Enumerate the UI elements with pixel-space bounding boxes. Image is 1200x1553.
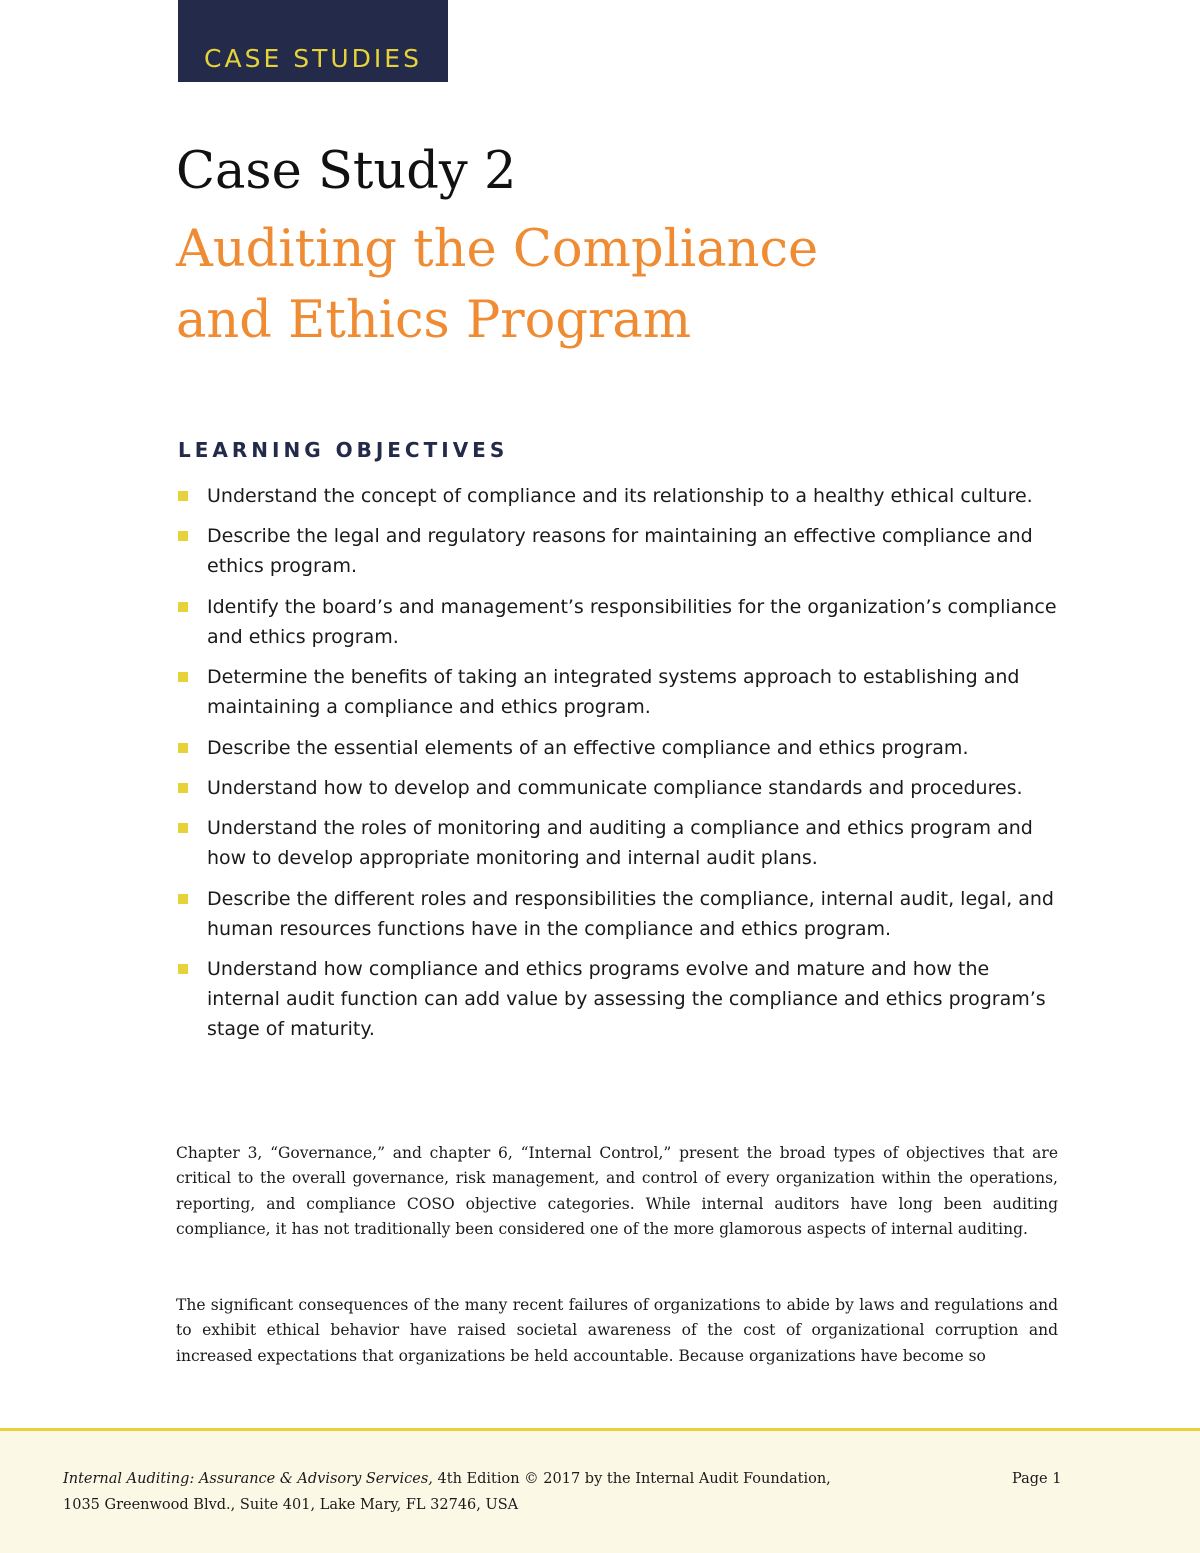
square-bullet-icon <box>178 672 188 682</box>
objective-text: Describe the essential elements of an effective compliance and ethics program. <box>207 736 969 759</box>
section-tab <box>178 0 448 82</box>
objective-text: Understand the roles of monitoring and auditing a compliance and ethics program and how to develop appropriate monitoring and internal audit plans. <box>207 817 1033 870</box>
footer-address: 1035 Greenwood Blvd., Suite 401, Lake Mary, FL 32746, USA <box>63 1497 519 1513</box>
body-paragraph-2: The significant consequences of the many recent failures of organizations to abide by laws and regulations and to exhibit ethical behavior have raised societal awareness of the cost of organizational corruption and increased expectations that organizations be held accountable. Because organizations have become so <box>176 1296 1058 1365</box>
objective-item <box>178 481 1058 511</box>
square-bullet-icon <box>178 602 188 612</box>
case-study-title-line2: and Ethics Program <box>176 291 692 350</box>
learning-objectives-heading: LEARNING OBJECTIVES <box>178 438 509 462</box>
objective-text: Understand how to develop and communicate compliance standards and procedures. <box>207 776 1023 799</box>
case-study-number: Case Study 2 <box>176 142 517 201</box>
objective-text: Understand how compliance and ethics programs evolve and mature and how the internal audit function can add value by assessing the compliance and ethics program’s stage of maturity. <box>207 958 1046 1041</box>
page-number: Page 1 <box>1012 1471 1062 1487</box>
objective-item <box>178 773 1058 803</box>
body-paragraph-1: Chapter 3, “Governance,” and chapter 6, “Internal Control,” present the broad types of objectives that are critical to the overall governance, risk management, and control of every organization within the operations, reporting, and compliance COSO objective categories. While internal auditors have long been auditing compliance, it has not traditionally been considered one of the more glamorous aspects of internal auditing. <box>176 1144 1058 1239</box>
case-study-title <box>176 214 818 356</box>
objective-text: Describe the legal and regulatory reasons for maintaining an effective compliance and ethics program. <box>207 525 1033 578</box>
square-bullet-icon <box>178 491 188 501</box>
footer-edition: 4th Edition © 2017 by the Internal Audit Foundation, <box>432 1471 831 1487</box>
objective-text: Identify the board’s and management’s responsibilities for the organization’s compliance and ethics program. <box>207 595 1057 648</box>
square-bullet-icon <box>178 964 188 974</box>
square-bullet-icon <box>178 894 188 904</box>
square-bullet-icon <box>178 531 188 541</box>
objective-text: Understand the concept of compliance and its relationship to a healthy ethical culture. <box>207 485 1033 507</box>
square-bullet-icon <box>178 743 188 753</box>
square-bullet-icon <box>178 823 188 833</box>
objective-item <box>178 521 1058 581</box>
objective-item <box>178 813 1058 873</box>
objective-item <box>178 592 1058 652</box>
learning-objectives-list <box>178 481 1058 1055</box>
objective-item <box>178 662 1058 722</box>
objective-text: Describe the different roles and responsibilities the compliance, internal audit, legal, and human resources functions have in the compliance and ethics program. <box>207 887 1054 940</box>
section-tab-label: CASE STUDIES <box>204 44 422 73</box>
objective-item <box>178 884 1058 944</box>
footer-citation <box>63 1471 831 1487</box>
objective-item <box>178 954 1058 1044</box>
square-bullet-icon <box>178 783 188 793</box>
page-footer <box>0 1428 1200 1553</box>
footer-book-title: Internal Auditing: Assurance & Advisory Services, <box>63 1471 433 1487</box>
objective-text: Determine the benefits of taking an integrated systems approach to establishing and maintaining a compliance and ethics program. <box>207 666 1020 719</box>
objective-item <box>178 733 1058 763</box>
case-study-title-line1: Auditing the Compliance <box>176 220 819 279</box>
